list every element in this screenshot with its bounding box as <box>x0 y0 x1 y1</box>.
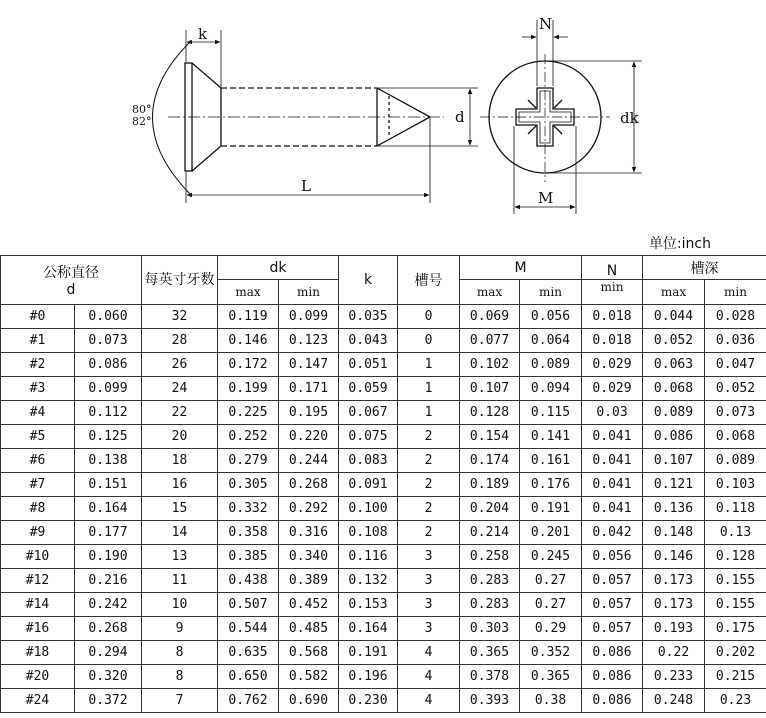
cell-dk-min: 0.316 <box>279 521 339 545</box>
cell-k: 0.091 <box>339 473 398 497</box>
cell-k: 0.035 <box>339 305 398 329</box>
cell-m-max: 0.189 <box>460 473 520 497</box>
cell-slot-no: 2 <box>398 521 460 545</box>
cell-tpi: 10 <box>142 593 218 617</box>
cell-d: 0.320 <box>75 665 142 689</box>
cell-d: 0.099 <box>75 377 142 401</box>
table-row <box>1 617 766 641</box>
cell-size: #5 <box>1 425 75 449</box>
cell-m-min: 0.089 <box>520 353 582 377</box>
cell-m-max: 0.283 <box>460 569 520 593</box>
cell-k: 0.132 <box>339 569 398 593</box>
cell-dk-max: 0.544 <box>218 617 279 641</box>
cell-slot-no: 2 <box>398 497 460 521</box>
side-view <box>153 30 479 203</box>
cell-n-min: 0.086 <box>582 665 643 689</box>
cell-d: 0.242 <box>75 593 142 617</box>
cell-dk-min: 0.099 <box>279 305 339 329</box>
header-m: M <box>460 256 582 280</box>
label-l: L <box>301 177 311 195</box>
table-row <box>1 305 766 329</box>
header-slot-no: 槽号 <box>398 256 460 305</box>
header-dk-max: max <box>218 280 279 305</box>
cell-dk-min: 0.268 <box>279 473 339 497</box>
cell-size: #4 <box>1 401 75 425</box>
header-n-min: min <box>582 280 643 305</box>
cell-d: 0.216 <box>75 569 142 593</box>
cell-depth-max: 0.248 <box>643 689 705 713</box>
cell-m-min: 0.094 <box>520 377 582 401</box>
table-row <box>1 377 766 401</box>
cell-dk-max: 0.635 <box>218 641 279 665</box>
cell-depth-min: 0.073 <box>705 401 766 425</box>
cell-depth-max: 0.107 <box>643 449 705 473</box>
cell-n-min: 0.041 <box>582 497 643 521</box>
cell-k: 0.043 <box>339 329 398 353</box>
cell-d: 0.190 <box>75 545 142 569</box>
cell-tpi: 8 <box>142 665 218 689</box>
cell-depth-min: 0.128 <box>705 545 766 569</box>
cell-depth-max: 0.22 <box>643 641 705 665</box>
cell-n-min: 0.042 <box>582 521 643 545</box>
cell-size: #1 <box>1 329 75 353</box>
cell-tpi: 7 <box>142 689 218 713</box>
cell-size: #6 <box>1 449 75 473</box>
cell-dk-max: 0.172 <box>218 353 279 377</box>
cell-dk-max: 0.358 <box>218 521 279 545</box>
cell-tpi: 11 <box>142 569 218 593</box>
cell-tpi: 15 <box>142 497 218 521</box>
header-slot-depth: 槽深 <box>643 256 766 280</box>
cell-tpi: 18 <box>142 449 218 473</box>
cell-size: #0 <box>1 305 75 329</box>
cell-depth-max: 0.136 <box>643 497 705 521</box>
table-row <box>1 521 766 545</box>
cell-dk-min: 0.147 <box>279 353 339 377</box>
cell-n-min: 0.057 <box>582 593 643 617</box>
cell-depth-min: 0.23 <box>705 689 766 713</box>
cell-depth-max: 0.173 <box>643 593 705 617</box>
cell-depth-max: 0.146 <box>643 545 705 569</box>
spec-table <box>0 255 766 713</box>
cell-n-min: 0.029 <box>582 353 643 377</box>
cell-tpi: 14 <box>142 521 218 545</box>
cell-tpi: 22 <box>142 401 218 425</box>
cell-dk-min: 0.220 <box>279 425 339 449</box>
unit-label: 单位:inch <box>648 236 711 252</box>
cell-k: 0.230 <box>339 689 398 713</box>
cell-k: 0.108 <box>339 521 398 545</box>
cell-depth-min: 0.103 <box>705 473 766 497</box>
screw-drawing <box>0 0 766 232</box>
cell-tpi: 13 <box>142 545 218 569</box>
cell-dk-min: 0.389 <box>279 569 339 593</box>
cell-m-min: 0.29 <box>520 617 582 641</box>
cell-k: 0.191 <box>339 641 398 665</box>
label-k: k <box>198 25 208 43</box>
header-depth-max: max <box>643 280 705 305</box>
header-threads-per-inch <box>142 256 218 305</box>
cell-m-max: 0.107 <box>460 377 520 401</box>
cell-m-max: 0.154 <box>460 425 520 449</box>
cell-d: 0.112 <box>75 401 142 425</box>
cell-m-max: 0.303 <box>460 617 520 641</box>
cell-dk-max: 0.225 <box>218 401 279 425</box>
cell-size: #10 <box>1 545 75 569</box>
cell-size: #12 <box>1 569 75 593</box>
cell-d: 0.073 <box>75 329 142 353</box>
cell-dk-min: 0.690 <box>279 689 339 713</box>
header-m-min: min <box>520 280 582 305</box>
cell-dk-min: 0.485 <box>279 617 339 641</box>
cell-depth-min: 0.118 <box>705 497 766 521</box>
cell-slot-no: 3 <box>398 593 460 617</box>
cell-dk-min: 0.582 <box>279 665 339 689</box>
table-row <box>1 689 766 713</box>
header-n: N <box>582 256 643 280</box>
table-row <box>1 425 766 449</box>
table-row <box>1 545 766 569</box>
cell-m-min: 0.141 <box>520 425 582 449</box>
cell-slot-no: 1 <box>398 353 460 377</box>
cell-tpi: 28 <box>142 329 218 353</box>
cell-depth-max: 0.086 <box>643 425 705 449</box>
label-n: N <box>539 15 553 33</box>
header-dk: dk <box>218 256 339 280</box>
header-m-max: max <box>460 280 520 305</box>
cell-depth-max: 0.068 <box>643 377 705 401</box>
cell-m-max: 0.102 <box>460 353 520 377</box>
cell-size: #9 <box>1 521 75 545</box>
cell-size: #3 <box>1 377 75 401</box>
cell-d: 0.086 <box>75 353 142 377</box>
header-nominal-text: 公称直径 <box>43 265 99 281</box>
cell-dk-max: 0.146 <box>218 329 279 353</box>
cell-depth-max: 0.193 <box>643 617 705 641</box>
cell-m-min: 0.176 <box>520 473 582 497</box>
table-row <box>1 641 766 665</box>
cell-k: 0.100 <box>339 497 398 521</box>
cell-m-min: 0.201 <box>520 521 582 545</box>
cell-dk-min: 0.171 <box>279 377 339 401</box>
cell-dk-min: 0.340 <box>279 545 339 569</box>
cell-dk-max: 0.332 <box>218 497 279 521</box>
cell-depth-min: 0.028 <box>705 305 766 329</box>
cell-k: 0.067 <box>339 401 398 425</box>
cell-n-min: 0.057 <box>582 617 643 641</box>
cell-d: 0.268 <box>75 617 142 641</box>
cell-k: 0.059 <box>339 377 398 401</box>
cell-m-max: 0.283 <box>460 593 520 617</box>
label-dk: dk <box>620 109 639 127</box>
label-d: d <box>455 108 465 126</box>
cell-slot-no: 1 <box>398 377 460 401</box>
cell-k: 0.164 <box>339 617 398 641</box>
cell-n-min: 0.056 <box>582 545 643 569</box>
cell-m-max: 0.174 <box>460 449 520 473</box>
cell-tpi: 32 <box>142 305 218 329</box>
label-angle-82: 82° <box>132 115 152 128</box>
cell-slot-no: 3 <box>398 545 460 569</box>
table-row <box>1 665 766 689</box>
header-nominal-diameter <box>1 256 142 305</box>
cell-m-min: 0.245 <box>520 545 582 569</box>
cell-n-min: 0.041 <box>582 425 643 449</box>
cell-tpi: 16 <box>142 473 218 497</box>
cell-size: #20 <box>1 665 75 689</box>
cell-d: 0.177 <box>75 521 142 545</box>
cell-dk-max: 0.650 <box>218 665 279 689</box>
cell-d: 0.372 <box>75 689 142 713</box>
header-tpi-text: 每英寸牙数 <box>144 271 215 288</box>
cell-d: 0.151 <box>75 473 142 497</box>
cell-slot-no: 2 <box>398 449 460 473</box>
cell-slot-no: 4 <box>398 689 460 713</box>
cell-n-min: 0.03 <box>582 401 643 425</box>
cell-depth-max: 0.121 <box>643 473 705 497</box>
cell-size: #8 <box>1 497 75 521</box>
cell-m-min: 0.27 <box>520 593 582 617</box>
cell-m-min: 0.38 <box>520 689 582 713</box>
cell-depth-max: 0.044 <box>643 305 705 329</box>
cell-depth-max: 0.233 <box>643 665 705 689</box>
cell-size: #7 <box>1 473 75 497</box>
cell-m-max: 0.393 <box>460 689 520 713</box>
table-row <box>1 449 766 473</box>
cell-m-min: 0.352 <box>520 641 582 665</box>
cell-depth-min: 0.155 <box>705 593 766 617</box>
cell-slot-no: 4 <box>398 641 460 665</box>
cell-tpi: 9 <box>142 617 218 641</box>
cell-k: 0.051 <box>339 353 398 377</box>
cell-depth-max: 0.063 <box>643 353 705 377</box>
cell-k: 0.196 <box>339 665 398 689</box>
cell-dk-max: 0.385 <box>218 545 279 569</box>
cell-m-min: 0.191 <box>520 497 582 521</box>
cell-tpi: 8 <box>142 641 218 665</box>
cell-depth-min: 0.068 <box>705 425 766 449</box>
cell-m-min: 0.27 <box>520 569 582 593</box>
cell-size: #24 <box>1 689 75 713</box>
table-row <box>1 401 766 425</box>
cell-n-min: 0.086 <box>582 689 643 713</box>
cell-depth-min: 0.215 <box>705 665 766 689</box>
cell-m-max: 0.214 <box>460 521 520 545</box>
cell-slot-no: 0 <box>398 329 460 353</box>
cell-depth-min: 0.13 <box>705 521 766 545</box>
table-row <box>1 593 766 617</box>
cell-n-min: 0.029 <box>582 377 643 401</box>
cell-depth-min: 0.202 <box>705 641 766 665</box>
cell-dk-min: 0.452 <box>279 593 339 617</box>
cell-tpi: 24 <box>142 377 218 401</box>
cell-depth-min: 0.089 <box>705 449 766 473</box>
cell-slot-no: 2 <box>398 473 460 497</box>
cell-dk-max: 0.507 <box>218 593 279 617</box>
cell-m-max: 0.077 <box>460 329 520 353</box>
cell-depth-max: 0.148 <box>643 521 705 545</box>
table-row <box>1 497 766 521</box>
cell-size: #18 <box>1 641 75 665</box>
header-k: k <box>339 256 398 305</box>
cell-k: 0.083 <box>339 449 398 473</box>
cell-d: 0.138 <box>75 449 142 473</box>
cell-n-min: 0.057 <box>582 569 643 593</box>
cell-dk-max: 0.199 <box>218 377 279 401</box>
cell-size: #14 <box>1 593 75 617</box>
cell-m-max: 0.365 <box>460 641 520 665</box>
cell-m-max: 0.069 <box>460 305 520 329</box>
cell-d: 0.060 <box>75 305 142 329</box>
table-body <box>1 305 766 713</box>
cell-depth-min: 0.047 <box>705 353 766 377</box>
table-row <box>1 329 766 353</box>
cell-m-max: 0.204 <box>460 497 520 521</box>
cell-slot-no: 2 <box>398 425 460 449</box>
cell-slot-no: 3 <box>398 569 460 593</box>
cell-m-max: 0.128 <box>460 401 520 425</box>
cell-k: 0.153 <box>339 593 398 617</box>
cell-depth-max: 0.052 <box>643 329 705 353</box>
table-row <box>1 353 766 377</box>
cell-d: 0.294 <box>75 641 142 665</box>
cell-slot-no: 4 <box>398 665 460 689</box>
cell-m-min: 0.064 <box>520 329 582 353</box>
cell-d: 0.164 <box>75 497 142 521</box>
header-depth-min: min <box>705 280 766 305</box>
cell-slot-no: 0 <box>398 305 460 329</box>
cell-depth-min: 0.175 <box>705 617 766 641</box>
cell-d: 0.125 <box>75 425 142 449</box>
cell-tpi: 20 <box>142 425 218 449</box>
cell-n-min: 0.018 <box>582 329 643 353</box>
cell-dk-max: 0.762 <box>218 689 279 713</box>
label-m: M <box>538 189 554 207</box>
cell-dk-min: 0.244 <box>279 449 339 473</box>
cell-depth-min: 0.036 <box>705 329 766 353</box>
cell-m-min: 0.056 <box>520 305 582 329</box>
cell-n-min: 0.018 <box>582 305 643 329</box>
cell-depth-max: 0.089 <box>643 401 705 425</box>
cell-k: 0.116 <box>339 545 398 569</box>
header-dk-min: min <box>279 280 339 305</box>
cell-m-min: 0.365 <box>520 665 582 689</box>
cell-dk-min: 0.292 <box>279 497 339 521</box>
cell-k: 0.075 <box>339 425 398 449</box>
cell-depth-min: 0.052 <box>705 377 766 401</box>
cell-slot-no: 3 <box>398 617 460 641</box>
cell-n-min: 0.086 <box>582 641 643 665</box>
cell-m-min: 0.161 <box>520 449 582 473</box>
cell-dk-min: 0.123 <box>279 329 339 353</box>
cell-size: #16 <box>1 617 75 641</box>
table-row <box>1 473 766 497</box>
cell-dk-max: 0.119 <box>218 305 279 329</box>
cell-m-max: 0.258 <box>460 545 520 569</box>
cell-dk-max: 0.438 <box>218 569 279 593</box>
cell-size: #2 <box>1 353 75 377</box>
cell-dk-min: 0.568 <box>279 641 339 665</box>
cell-dk-max: 0.305 <box>218 473 279 497</box>
cell-depth-min: 0.155 <box>705 569 766 593</box>
cell-m-min: 0.115 <box>520 401 582 425</box>
end-view <box>480 20 642 214</box>
table-row <box>1 569 766 593</box>
cell-depth-max: 0.173 <box>643 569 705 593</box>
cell-dk-max: 0.252 <box>218 425 279 449</box>
cell-slot-no: 1 <box>398 401 460 425</box>
cell-n-min: 0.041 <box>582 449 643 473</box>
cell-dk-max: 0.279 <box>218 449 279 473</box>
cell-dk-min: 0.195 <box>279 401 339 425</box>
header-nominal-sub: d <box>66 282 76 298</box>
cell-tpi: 26 <box>142 353 218 377</box>
cell-m-max: 0.378 <box>460 665 520 689</box>
cell-n-min: 0.041 <box>582 473 643 497</box>
label-angle-80: 80° <box>132 103 152 116</box>
